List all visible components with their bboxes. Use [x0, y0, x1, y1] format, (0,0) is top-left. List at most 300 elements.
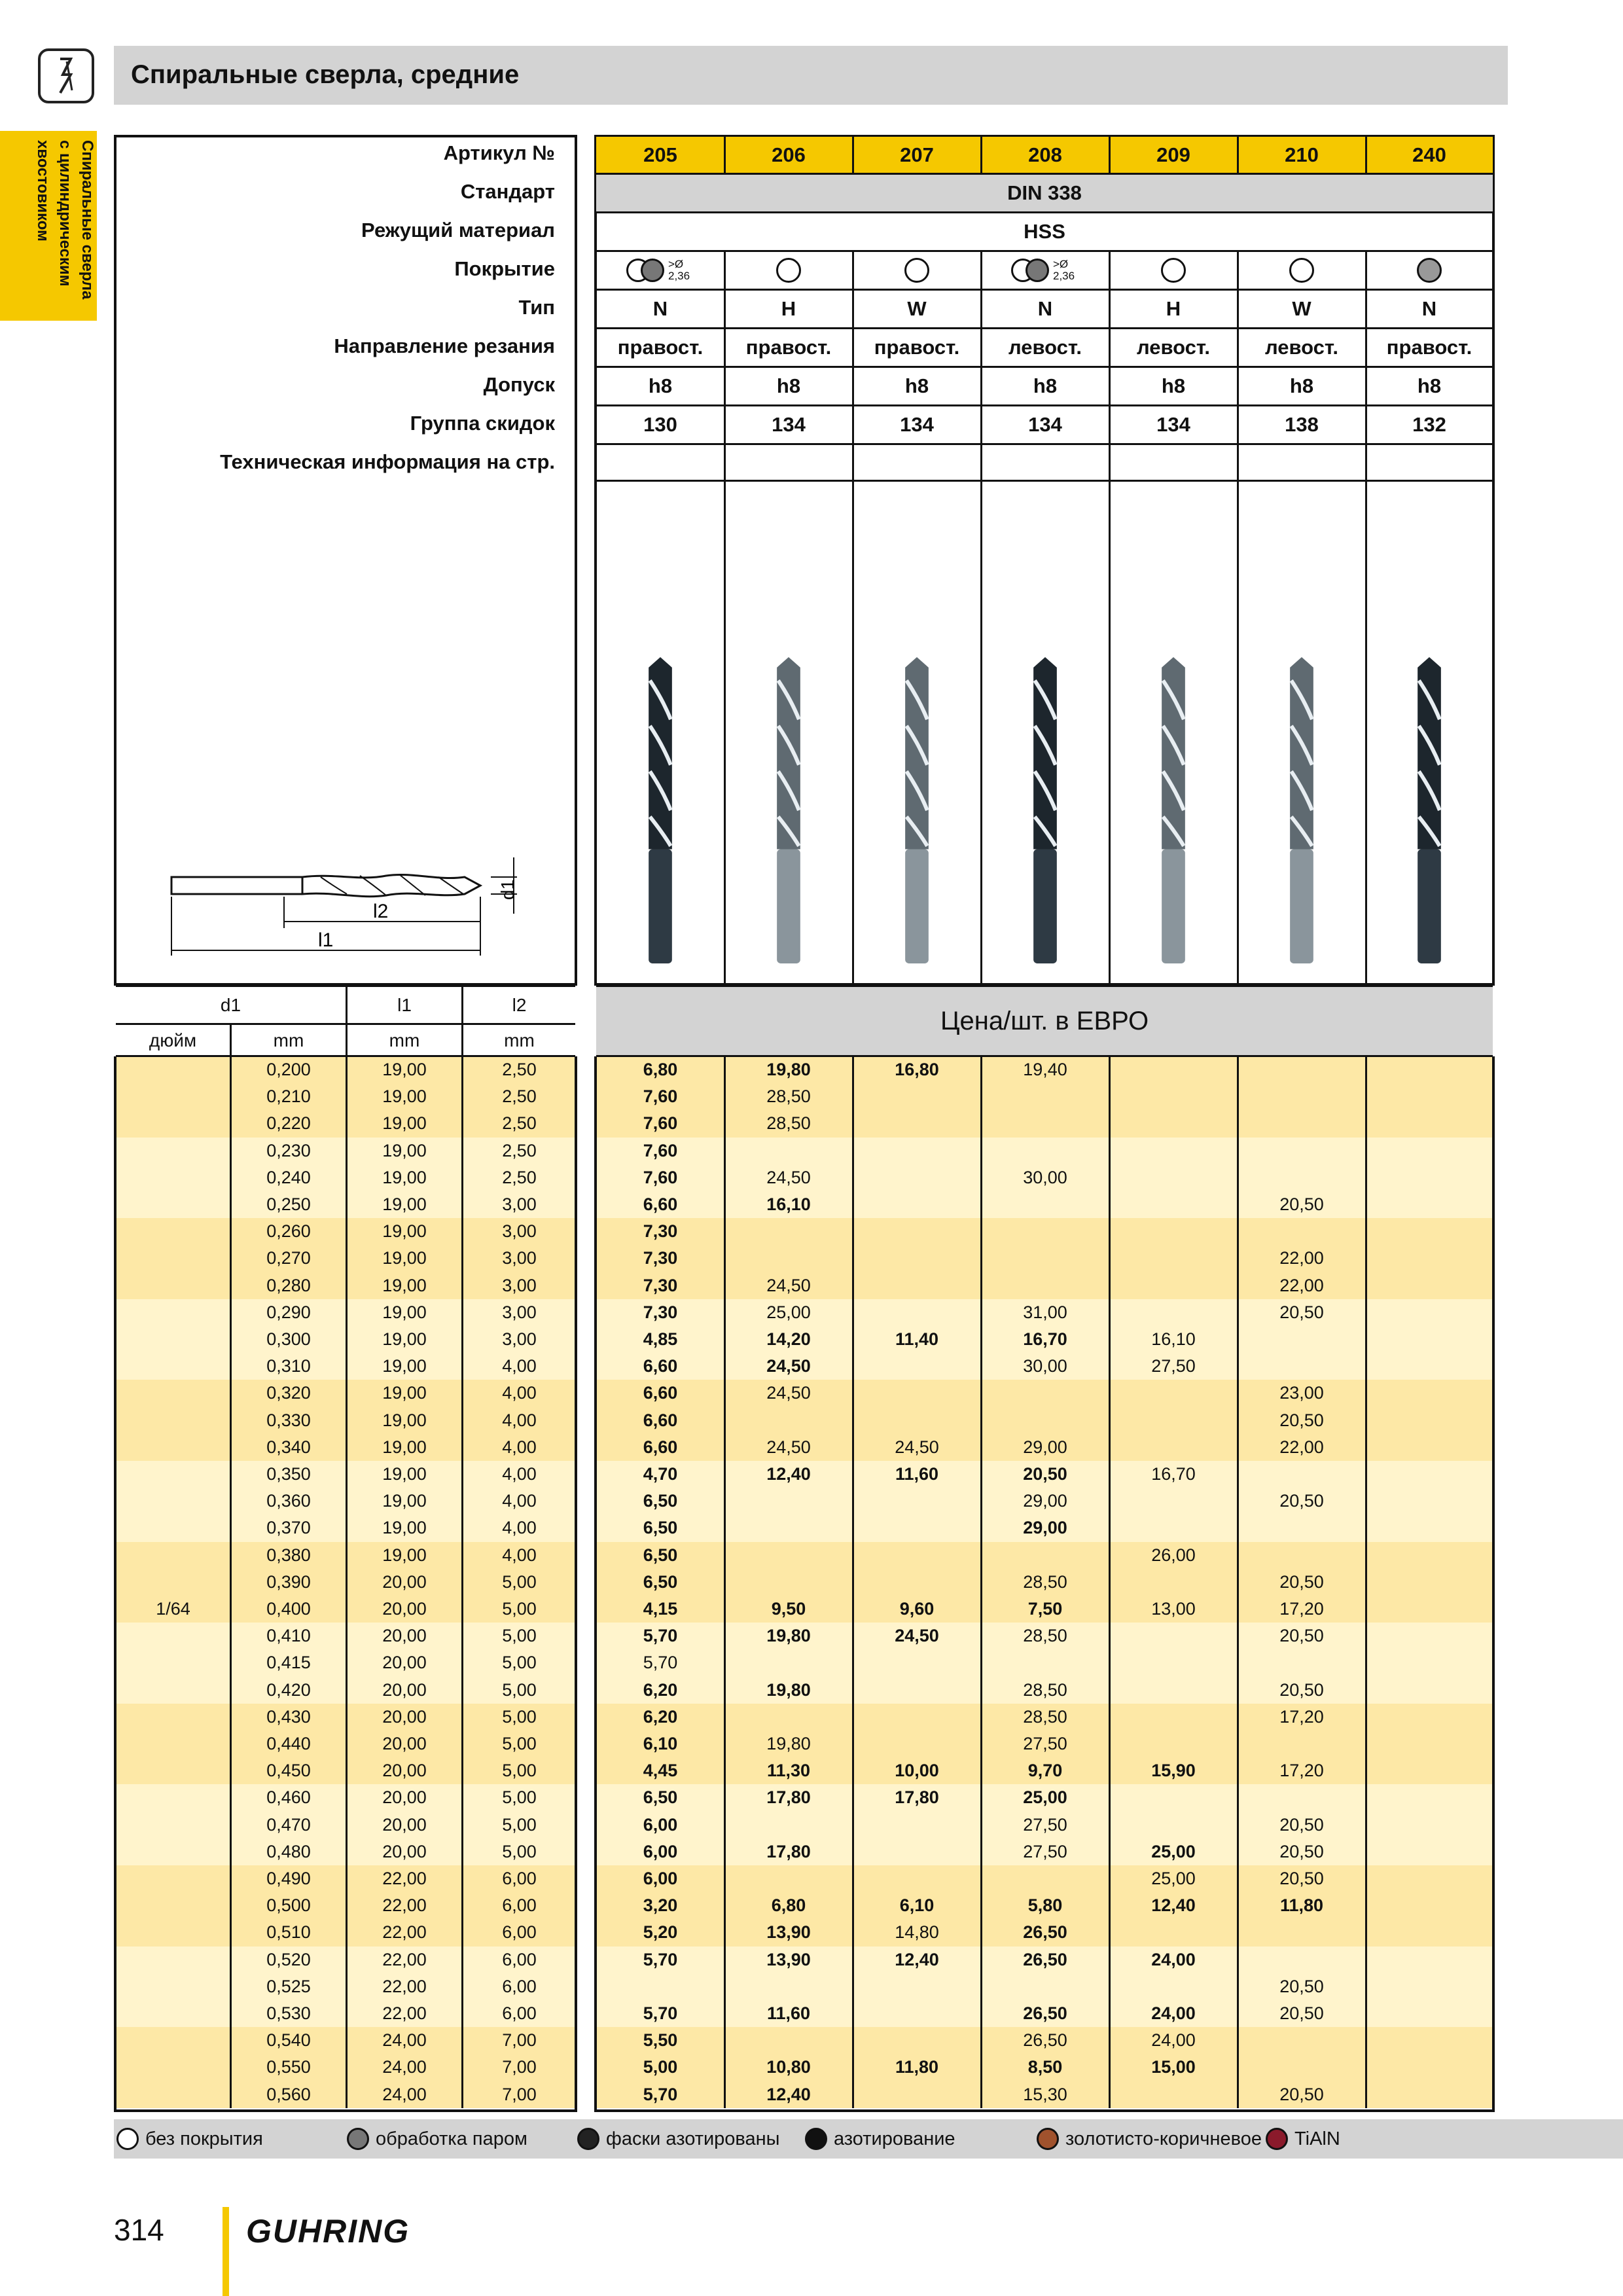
article-number-cell: 206	[724, 137, 853, 173]
price-cell: 8,50	[1027, 2057, 1063, 2077]
empty-circle-icon	[776, 258, 801, 283]
dimension-cell	[116, 1488, 230, 1515]
price-cell	[1109, 1299, 1238, 1326]
price-cell	[853, 1488, 981, 1515]
dimension-cell: 5,00	[502, 1734, 537, 1753]
dimension-cell	[116, 1083, 230, 1110]
dimension-cell	[116, 1919, 230, 1946]
price-cell: 16,10	[766, 1194, 811, 1214]
grid-line	[1365, 1056, 1367, 2108]
price-cell: 13,00	[1151, 1599, 1196, 1619]
price-cell	[1109, 1138, 1238, 1164]
dimension-cell: 2,50	[502, 1140, 537, 1160]
standard-cell: DIN 338	[596, 173, 1493, 212]
grid-line	[1109, 251, 1111, 986]
dimension-cell: 24,00	[382, 2030, 427, 2051]
price-cell	[1238, 1946, 1366, 1973]
price-cell: 20,50	[1279, 1410, 1324, 1430]
dimension-cell	[116, 1784, 230, 1811]
discount-group-cell: 134	[1156, 412, 1190, 436]
label-type: Тип	[518, 296, 555, 319]
type-cell: N	[1421, 296, 1437, 320]
dimension-cell: 24,00	[382, 2084, 427, 2104]
price-cell	[1366, 1191, 1493, 1218]
price-cell: 6,60	[643, 1437, 678, 1457]
price-cell: 11,60	[766, 2003, 811, 2023]
price-cell	[1366, 1245, 1493, 1272]
price-cell: 7,30	[643, 1275, 678, 1295]
dimension-cell: 20,00	[382, 1571, 427, 1592]
dimension-cell: 0,360	[266, 1491, 311, 1511]
price-cell: 4,85	[643, 1329, 678, 1349]
drill-photo	[643, 655, 677, 966]
price-cell	[853, 1677, 981, 1704]
dimension-cell: 20,00	[382, 1653, 427, 1673]
dimension-cell: 0,550	[266, 2057, 311, 2077]
price-cell: 12,40	[766, 2084, 811, 2104]
dimension-cell: 19,00	[382, 1491, 427, 1511]
dimension-cell: 0,320	[266, 1383, 311, 1403]
direction-cell: левост.	[1264, 335, 1338, 359]
price-cell	[724, 1649, 853, 1676]
dimension-cell: 0,490	[266, 1869, 311, 1888]
grid-line	[596, 443, 1493, 445]
dimension-cell: 5,00	[502, 1571, 537, 1592]
dimension-cell: 4,00	[502, 1518, 537, 1538]
dimension-cell: 0,420	[266, 1679, 311, 1700]
d1-label: d1	[497, 879, 518, 900]
price-cell	[1366, 1839, 1493, 1865]
price-cell	[1238, 1218, 1366, 1245]
label-coating: Покрытие	[454, 257, 555, 280]
dimension-cell: 0,510	[266, 1922, 311, 1943]
dimension-cell: 0,540	[266, 2030, 311, 2051]
page-number: 314	[114, 2213, 164, 2247]
dimension-cell: 20,00	[382, 1814, 427, 1835]
dimension-cell: 5,00	[502, 1706, 537, 1727]
grid-line	[1237, 251, 1239, 986]
price-cell	[724, 1812, 853, 1839]
price-cell	[1109, 1623, 1238, 1649]
price-cell	[1366, 1731, 1493, 1757]
dimension-cell: 19,00	[382, 1167, 427, 1187]
price-cell	[853, 1839, 981, 1865]
dimension-cell: 20,00	[382, 1599, 427, 1619]
type-cell: N	[1037, 296, 1053, 320]
price-cell	[853, 1110, 981, 1137]
price-cell	[1366, 1515, 1493, 1541]
dimension-cell: 4,00	[502, 1356, 537, 1376]
price-cell: 12,40	[766, 1464, 811, 1484]
grid-line	[461, 986, 463, 1056]
dimension-cell	[116, 1677, 230, 1704]
price-cell	[724, 1542, 853, 1569]
price-cell	[1109, 1407, 1238, 1434]
footer-accent	[223, 2207, 229, 2296]
price-cell	[1366, 1110, 1493, 1137]
price-cell	[853, 1704, 981, 1731]
grid-line	[596, 327, 1493, 329]
price-cell: 28,50	[1023, 1706, 1067, 1727]
price-cell: 15,30	[1023, 2084, 1067, 2104]
dimension-cell: 22,00	[382, 1976, 427, 1996]
dimension-cell	[116, 2054, 230, 2081]
price-cell	[1366, 1488, 1493, 1515]
dimension-cell: 19,00	[382, 1140, 427, 1160]
price-cell	[1366, 2027, 1493, 2054]
dimension-cell: 19,00	[382, 1060, 427, 1079]
price-cell: 26,00	[1151, 1545, 1196, 1565]
drill-photo	[1412, 655, 1446, 966]
nitrided-chamfer-icon	[577, 2128, 599, 2150]
drill-photo	[772, 655, 806, 966]
price-cell: 22,00	[1279, 1248, 1324, 1268]
dimension-cell: 0,560	[266, 2084, 311, 2104]
dimension-cell: 19,00	[382, 1356, 427, 1376]
discount-group-cell: 134	[772, 412, 806, 436]
dimension-cell	[116, 1218, 230, 1245]
dimension-cell	[116, 1946, 230, 1973]
grid-line	[724, 1056, 726, 2108]
price-cell	[1109, 1731, 1238, 1757]
dimension-cell: 22,00	[382, 1869, 427, 1888]
l1-label: l1	[318, 929, 334, 951]
price-cell: 30,00	[1023, 1167, 1067, 1187]
price-cell: 22,00	[1279, 1437, 1324, 1457]
price-cell: 27,50	[1023, 1734, 1067, 1753]
dimension-cell	[116, 1812, 230, 1839]
legend-label: золотисто-коричневое	[1065, 2128, 1262, 2149]
price-cell	[1238, 1083, 1366, 1110]
dimension-cell: 22,00	[382, 1949, 427, 1969]
article-number-cell: 210	[1238, 137, 1366, 173]
price-cell: 24,50	[895, 1626, 939, 1646]
dimension-cell: 2,50	[502, 1060, 537, 1079]
discount-group-cell: 134	[900, 412, 934, 436]
price-cell: 19,80	[766, 1734, 811, 1753]
price-cell	[724, 2027, 853, 2054]
dimension-cell: 0,400	[266, 1599, 311, 1619]
grid-line	[1109, 1056, 1111, 2108]
empty-circle-icon	[116, 2128, 139, 2150]
dimension-cell: 24,00	[382, 2057, 427, 2077]
dimension-cell: 0,300	[266, 1329, 311, 1349]
dimension-cell: 3,00	[502, 1329, 537, 1349]
price-cell: 15,90	[1151, 1761, 1196, 1781]
dimension-cell: 0,210	[266, 1086, 311, 1107]
price-cell: 20,50	[1279, 1302, 1324, 1322]
dimension-cell: 0,480	[266, 1841, 311, 1861]
dimension-cell: 6,00	[502, 1976, 537, 1996]
grid-line	[461, 1056, 463, 2108]
price-cell	[1238, 1353, 1366, 1380]
dimension-cell: 20,00	[382, 1626, 427, 1646]
dimension-cell: 2,50	[502, 1167, 537, 1187]
dimension-cell	[116, 1299, 230, 1326]
dimension-cell: 0,230	[266, 1140, 311, 1160]
price-cell	[1366, 1461, 1493, 1488]
price-cell: 24,50	[766, 1275, 811, 1295]
price-cell: 4,45	[643, 1761, 678, 1781]
dimension-cell: 19,00	[382, 1437, 427, 1457]
price-cell	[1238, 1326, 1366, 1353]
direction-cell: левост.	[1008, 335, 1082, 359]
price-cell: 24,50	[895, 1437, 939, 1457]
price-cell	[1238, 1138, 1366, 1164]
grid-line	[230, 1056, 232, 2108]
price-cell: 29,00	[1023, 1518, 1067, 1538]
price-cell: 20,50	[1279, 2084, 1324, 2104]
price-cell: 16,80	[895, 1060, 939, 1079]
price-cell	[1366, 2054, 1493, 2081]
price-cell	[1238, 2027, 1366, 2054]
direction-cell: правост.	[1386, 335, 1472, 359]
coating-threshold-note: >Ø 2,36	[668, 257, 690, 282]
price-cell	[1109, 1973, 1238, 2000]
price-cell: 24,50	[766, 1437, 811, 1457]
price-cell: 4,70	[643, 1464, 678, 1484]
price-cell	[1366, 1218, 1493, 1245]
dimension-cell	[116, 1461, 230, 1488]
price-cell	[1109, 1380, 1238, 1407]
grid-line	[852, 251, 854, 986]
price-cell	[853, 1138, 981, 1164]
grid-line	[980, 137, 982, 173]
grid-line	[980, 1056, 982, 2108]
price-cell	[1109, 1812, 1238, 1839]
price-cell: 26,50	[1023, 1949, 1067, 1969]
grid-line	[724, 137, 726, 173]
dimension-cell: 6,00	[502, 2003, 537, 2023]
price-cell	[981, 1191, 1109, 1218]
dimension-cell: 4,00	[502, 1410, 537, 1430]
price-cell	[1366, 1596, 1493, 1623]
dimension-cell: 7,00	[502, 2057, 537, 2077]
dimension-cell: 0,500	[266, 1895, 311, 1916]
tolerance-cell: h8	[1161, 374, 1186, 397]
grid-line	[596, 211, 1493, 213]
grid-line	[1365, 137, 1367, 173]
coating-cell	[853, 251, 981, 289]
price-cell: 6,60	[643, 1383, 678, 1403]
price-cell: 5,70	[643, 2003, 678, 2023]
price-cell: 27,50	[1151, 1356, 1196, 1376]
price-cell: 19,80	[766, 1626, 811, 1646]
dim-header-l1: l1	[397, 995, 412, 1015]
price-cell	[1366, 1623, 1493, 1649]
price-cell	[1366, 1138, 1493, 1164]
grid-line	[1237, 1056, 1239, 2108]
price-cell	[853, 1542, 981, 1569]
dimension-cell: 5,00	[502, 1653, 537, 1673]
dimension-cell: 19,00	[382, 1410, 427, 1430]
price-cell	[853, 1218, 981, 1245]
dimension-cell: 0,280	[266, 1275, 311, 1295]
steam-circle-icon	[347, 2128, 369, 2150]
price-cell: 23,00	[1279, 1383, 1324, 1403]
coating-cell	[596, 251, 724, 289]
dimension-cell: 7,00	[502, 2084, 537, 2104]
dimension-cell	[116, 1326, 230, 1353]
drill-dimension-diagram	[164, 844, 530, 975]
price-cell: 24,50	[766, 1383, 811, 1403]
price-cell	[724, 1218, 853, 1245]
price-cell	[1109, 1434, 1238, 1461]
dimension-cell: 19,00	[382, 1275, 427, 1295]
label-standard: Стандарт	[460, 180, 555, 203]
dimension-cell: 0,530	[266, 2003, 311, 2023]
price-cell	[853, 1515, 981, 1541]
price-cell: 12,40	[1151, 1895, 1196, 1916]
type-cell: W	[1292, 296, 1311, 320]
price-cell: 12,40	[895, 1949, 939, 1969]
dimension-cell: 19,00	[382, 1113, 427, 1134]
dimension-cell: 0,430	[266, 1706, 311, 1727]
price-cell	[1366, 1569, 1493, 1596]
price-cell	[1366, 1056, 1493, 1083]
price-cell	[853, 1272, 981, 1299]
price-cell	[853, 1083, 981, 1110]
price-cell: 7,60	[643, 1113, 678, 1134]
price-cell	[1109, 1191, 1238, 1218]
price-cell: 6,50	[643, 1491, 678, 1511]
price-cell: 30,00	[1023, 1356, 1067, 1376]
dim-header-d1: d1	[220, 995, 241, 1015]
price-cell: 9,70	[1027, 1761, 1063, 1781]
price-cell: 27,50	[1023, 1841, 1067, 1861]
price-cell: 7,60	[643, 1167, 678, 1187]
brand-logo: GUHRING	[246, 2213, 410, 2250]
price-cell	[1366, 1083, 1493, 1110]
price-cell: 4,15	[643, 1599, 678, 1619]
price-cell: 11,80	[1279, 1895, 1324, 1916]
dimension-cell: 0,270	[266, 1248, 311, 1268]
direction-cell: левост.	[1136, 335, 1210, 359]
price-cell	[853, 1164, 981, 1191]
dimension-cell: 6,00	[502, 1949, 537, 1969]
dimension-cell: 0,470	[266, 1814, 311, 1835]
article-number-cell: 205	[596, 137, 724, 173]
price-cell	[1366, 1812, 1493, 1839]
dimension-cell: 5,00	[502, 1599, 537, 1619]
price-cell: 28,50	[766, 1086, 811, 1107]
dimension-cell: 1/64	[156, 1599, 190, 1619]
price-cell: 16,70	[1151, 1464, 1196, 1484]
coating-cell	[1238, 251, 1366, 289]
tolerance-cell: h8	[1417, 374, 1442, 397]
legend-item	[1266, 2125, 1340, 2153]
dimension-cell: 0,450	[266, 1761, 311, 1781]
discount-group-cell: 132	[1412, 412, 1446, 436]
legend-label: азотирование	[834, 2128, 955, 2149]
price-cell: 20,50	[1279, 1571, 1324, 1592]
price-cell	[1238, 1542, 1366, 1569]
discount-group-cell: 134	[1028, 412, 1062, 436]
price-cell	[1109, 1649, 1238, 1676]
dimension-cell: 0,330	[266, 1410, 311, 1430]
discount-group-cell: 138	[1285, 412, 1319, 436]
coating-cell	[981, 251, 1109, 289]
dimension-cell	[116, 1704, 230, 1731]
price-cell: 6,50	[643, 1518, 678, 1538]
price-cell	[1366, 1865, 1493, 1892]
dimension-cell: 19,00	[382, 1086, 427, 1107]
price-cell	[1366, 1704, 1493, 1731]
dimension-cell	[116, 2081, 230, 2108]
price-cell	[724, 1407, 853, 1434]
price-cell	[1109, 1245, 1238, 1272]
empty-circle-icon	[904, 258, 929, 283]
page-title: Спиральные сверла, средние	[131, 60, 520, 89]
price-cell	[1109, 1488, 1238, 1515]
label-article: Артикул №	[443, 141, 555, 164]
coating-threshold-note: >Ø 2,36	[1053, 257, 1075, 282]
dimension-cell: 20,00	[382, 1679, 427, 1700]
price-cell: 15,00	[1151, 2057, 1196, 2077]
dimension-cell	[116, 1892, 230, 1919]
gold-brown-circle-icon	[1037, 2128, 1059, 2150]
price-cell: 19,80	[766, 1060, 811, 1079]
tolerance-cell: h8	[776, 374, 801, 397]
price-cell	[1366, 1919, 1493, 1946]
price-cell: 5,70	[643, 1949, 678, 1969]
drill-photo	[900, 655, 934, 966]
price-cell	[724, 1488, 853, 1515]
price-cell: 6,10	[643, 1734, 678, 1753]
empty-circle-icon	[1289, 258, 1314, 283]
dimension-cell: 3,00	[502, 1248, 537, 1268]
dimension-cell: 4,00	[502, 1491, 537, 1511]
direction-cell: правост.	[745, 335, 832, 359]
dimension-cell	[116, 1434, 230, 1461]
dim-header-inch: дюйм	[149, 1030, 197, 1050]
dimension-cell	[116, 1110, 230, 1137]
price-cell	[853, 2027, 981, 2054]
price-cell	[981, 1649, 1109, 1676]
nitrided-circle-icon	[805, 2128, 827, 2150]
dimension-cell: 20,00	[382, 1761, 427, 1781]
price-cell: 6,50	[643, 1571, 678, 1592]
grid-line	[596, 1055, 1493, 1057]
label-tolerance: Допуск	[483, 373, 555, 396]
dimension-cell: 4,00	[502, 1383, 537, 1403]
price-cell: 5,70	[643, 1626, 678, 1646]
dimension-cell	[116, 1164, 230, 1191]
price-cell: 22,00	[1279, 1275, 1324, 1295]
price-cell	[1366, 1407, 1493, 1434]
dimension-cell	[116, 1272, 230, 1299]
price-cell: 7,60	[643, 1086, 678, 1107]
legend-item	[805, 2125, 955, 2153]
tolerance-cell: h8	[1033, 374, 1058, 397]
drill-photo	[1028, 655, 1062, 966]
price-cell	[981, 1407, 1109, 1434]
dimension-cell	[116, 1353, 230, 1380]
price-cell	[1109, 1515, 1238, 1541]
dimension-cell: 19,00	[382, 1383, 427, 1403]
dimension-cell: 7,00	[502, 2030, 537, 2051]
tolerance-cell: h8	[648, 374, 673, 397]
legend-label: без покрытия	[145, 2128, 263, 2149]
steam-circle-icon	[1417, 258, 1442, 283]
legend-label: обработка паром	[376, 2128, 527, 2149]
price-cell	[1238, 1164, 1366, 1191]
price-cell	[1366, 1164, 1493, 1191]
price-cell: 26,50	[1023, 2003, 1067, 2023]
grid-line	[596, 480, 1493, 482]
dimension-cell: 4,00	[502, 1464, 537, 1484]
dimension-cell: 3,00	[502, 1275, 537, 1295]
